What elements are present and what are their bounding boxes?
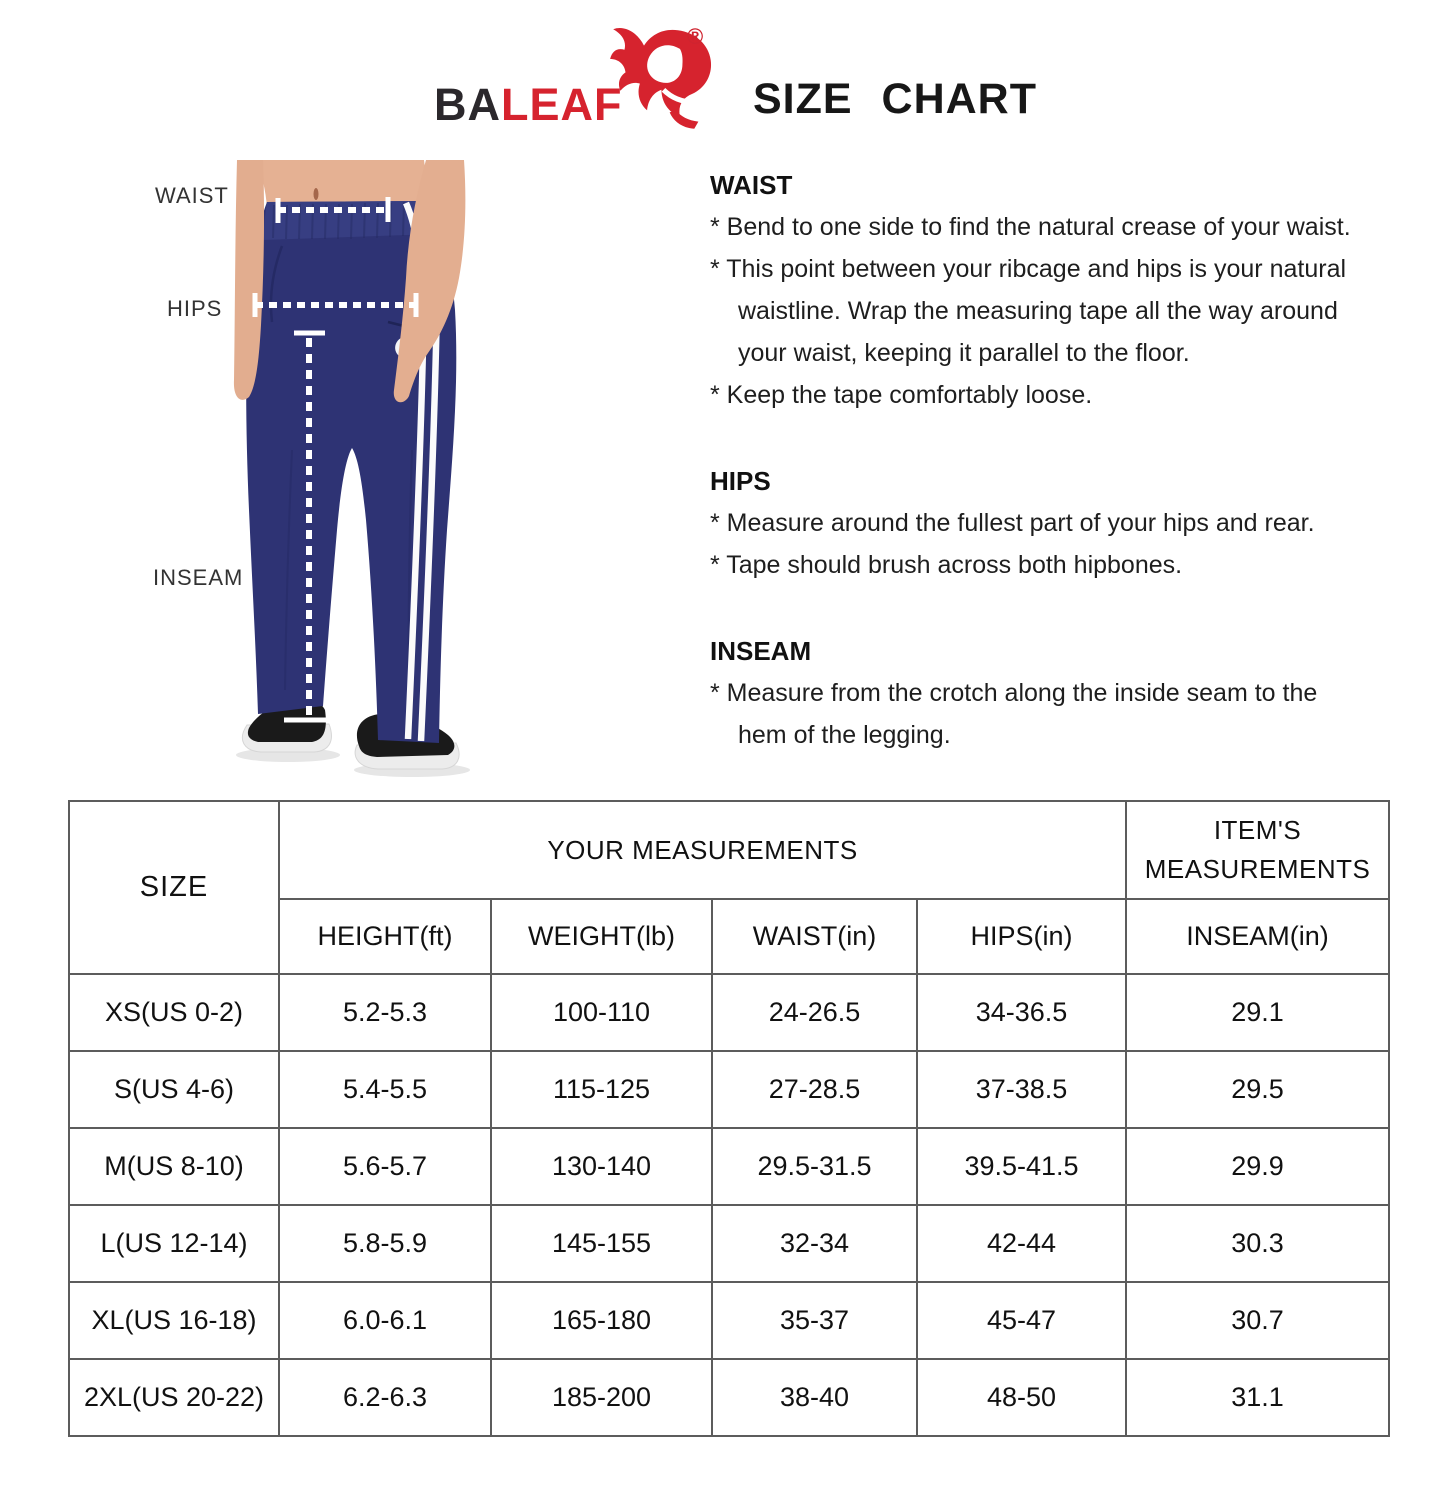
value-cell: 5.6-5.7	[279, 1128, 491, 1205]
value-cell: 34-36.5	[917, 974, 1126, 1051]
size-table-body	[69, 974, 1389, 1436]
value-cell: 31.1	[1126, 1359, 1389, 1436]
column-header: INSEAM(in)	[1126, 899, 1389, 974]
instruction-line: * This point between your ribcage and hips is your natural	[710, 255, 1347, 283]
table-row	[69, 1282, 1389, 1359]
instruction-line: hem of the legging.	[738, 721, 951, 749]
section-heading: HIPS	[710, 466, 771, 496]
registered-trademark: ®	[687, 24, 704, 49]
table-row	[69, 974, 1389, 1051]
items-measurements-header: ITEM'S MEASUREMENTS	[1126, 801, 1389, 899]
value-cell: 45-47	[917, 1282, 1126, 1359]
value-cell: 30.3	[1126, 1205, 1389, 1282]
table-row	[69, 1128, 1389, 1205]
size-table	[68, 800, 1390, 1437]
value-cell: 37-38.5	[917, 1051, 1126, 1128]
column-header: HEIGHT(ft)	[279, 899, 491, 974]
instruction-line: your waist, keeping it parallel to the floor.	[738, 339, 1190, 367]
table-row	[69, 1051, 1389, 1128]
brand-prefix: BA	[434, 79, 501, 130]
value-cell: 42-44	[917, 1205, 1126, 1282]
size-cell: M(US 8-10)	[69, 1128, 279, 1205]
instruction-section	[710, 460, 1452, 586]
instruction-line: waistline. Wrap the measuring tape all the way around	[738, 297, 1338, 325]
value-cell: 115-125	[491, 1051, 712, 1128]
column-header: WEIGHT(lb)	[491, 899, 712, 974]
model-photo	[120, 150, 680, 810]
column-header: HIPS(in)	[917, 899, 1126, 974]
instruction-line: * Measure around the fullest part of your hips and rear.	[710, 509, 1315, 537]
figure-waist-label: WAIST	[155, 183, 229, 208]
value-cell: 30.7	[1126, 1282, 1389, 1359]
value-cell: 130-140	[491, 1128, 712, 1205]
value-cell: 5.8-5.9	[279, 1205, 491, 1282]
instruction-line: * Tape should brush across both hipbones.	[710, 551, 1183, 579]
value-cell: 165-180	[491, 1282, 712, 1359]
section-heading: INSEAM	[710, 636, 812, 666]
value-cell: 24-26.5	[712, 974, 917, 1051]
value-cell: 5.4-5.5	[279, 1051, 491, 1128]
value-cell: 27-28.5	[712, 1051, 917, 1128]
value-cell: 39.5-41.5	[917, 1128, 1126, 1205]
value-cell: 145-155	[491, 1205, 712, 1282]
value-cell: 100-110	[491, 974, 712, 1051]
value-cell: 29.1	[1126, 974, 1389, 1051]
your-measurements-header: YOUR MEASUREMENTS	[279, 801, 1126, 899]
instruction-line: * Bend to one side to find the natural crease of your waist.	[710, 213, 1351, 241]
instruction-line: * Measure from the crotch along the inside seam to the	[710, 679, 1318, 707]
table-row	[69, 1205, 1389, 1282]
column-header: WAIST(in)	[712, 899, 917, 974]
size-cell: XS(US 0-2)	[69, 974, 279, 1051]
value-cell: 6.0-6.1	[279, 1282, 491, 1359]
table-row	[69, 1359, 1389, 1436]
instruction-line: * Keep the tape comfortably loose.	[710, 381, 1093, 409]
size-cell: S(US 4-6)	[69, 1051, 279, 1128]
navel	[314, 188, 319, 200]
value-cell: 38-40	[712, 1359, 917, 1436]
instruction-section	[710, 630, 1452, 756]
value-cell: 29.9	[1126, 1128, 1389, 1205]
value-cell: 6.2-6.3	[279, 1359, 491, 1436]
value-cell: 32-34	[712, 1205, 917, 1282]
size-cell: 2XL(US 20-22)	[69, 1359, 279, 1436]
section-heading: WAIST	[710, 170, 793, 200]
brand-suffix: LEAF	[501, 79, 623, 130]
size-column-header: SIZE	[69, 801, 279, 974]
value-cell: 185-200	[491, 1359, 712, 1436]
model-torso	[258, 160, 426, 208]
instructions	[710, 164, 1452, 756]
size-cell: L(US 12-14)	[69, 1205, 279, 1282]
value-cell: 29.5	[1126, 1051, 1389, 1128]
value-cell: 48-50	[917, 1359, 1126, 1436]
figure-inseam-label: INSEAM	[153, 565, 244, 590]
size-cell: XL(US 16-18)	[69, 1282, 279, 1359]
brand-logo-text	[434, 79, 623, 130]
value-cell: 5.2-5.3	[279, 974, 491, 1051]
figure-hips-label: HIPS	[167, 296, 223, 321]
size-table-head	[69, 801, 1389, 974]
instruction-section	[710, 164, 1452, 416]
value-cell: 29.5-31.5	[712, 1128, 917, 1205]
value-cell: 35-37	[712, 1282, 917, 1359]
page-title: SIZE CHART	[753, 75, 1037, 123]
